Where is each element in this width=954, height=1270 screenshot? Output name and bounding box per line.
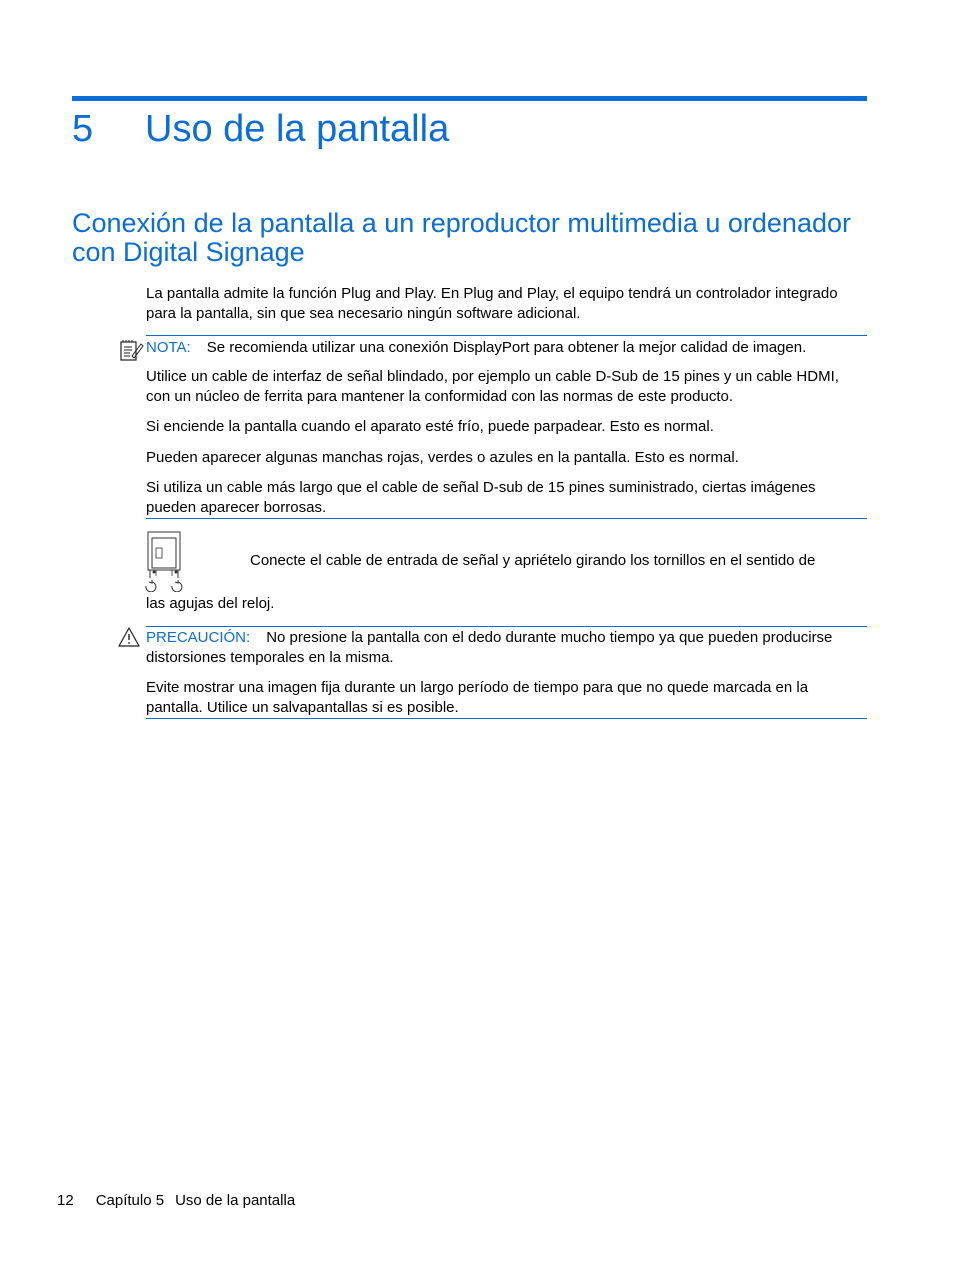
caution-text: No presione la pantalla con el dedo durante mucho tiempo ya que pueden producirse distorsiones temporales en la misma. <box>146 629 833 666</box>
caution-top-rule <box>146 626 867 627</box>
note-line <box>146 338 864 358</box>
page-footer <box>57 1191 295 1211</box>
note-text: Se recomienda utilizar una conexión DisplayPort para obtener la mejor calidad de imagen. <box>206 339 807 356</box>
note-bottom-rule <box>146 518 867 519</box>
footer-chapter-title: Uso de la pantalla <box>175 1192 296 1209</box>
page-number: 12 <box>57 1192 74 1209</box>
caution-label: PRECAUCIÓN: <box>146 629 251 646</box>
chapter-number: 5 <box>72 108 94 150</box>
intro-paragraph: La pantalla admite la función Plug and Play. En Plug and Play, el equipo tendrá un controlador integrado para la pantalla, sin que sea necesario ningún software adicional. <box>146 285 838 322</box>
caution-line <box>146 628 864 667</box>
note-paragraph-2: Si enciende la pantalla cuando el aparato esté frío, puede parpadear. Esto es normal. <box>146 418 714 435</box>
warning-triangle-icon <box>118 627 140 647</box>
connector-text-line1: Conecte el cable de entrada de señal y apriételo girando los tornillos en el sentido de <box>250 552 816 569</box>
vga-connector-icon <box>142 530 188 592</box>
caution-bottom-rule <box>146 718 867 719</box>
connector-text-line2: las agujas del reloj. <box>146 595 275 612</box>
note-top-rule <box>146 335 867 336</box>
chapter-title: Uso de la pantalla <box>145 108 450 150</box>
footer-chapter-label: Capítulo 5 <box>95 1192 165 1209</box>
chapter-rule <box>72 96 867 101</box>
note-paragraph-4: Si utiliza un cable más largo que el cable de señal D-sub de 15 pines suministrado, ciertas imágenes pueden aparecer borrosas. <box>146 479 816 516</box>
note-icon <box>118 338 144 362</box>
note-paragraph-1: Utilice un cable de interfaz de señal blindado, por ejemplo un cable D-Sub de 15 pines y un cable HDMI, con un núcleo de ferrita para mantener la conformidad con las normas de este producto. <box>146 368 839 405</box>
note-paragraph-3: Pueden aparecer algunas manchas rojas, verdes o azules en la pantalla. Esto es normal. <box>146 449 739 466</box>
section-title: Conexión de la pantalla a un reproductor multimedia u ordenador con Digital Signage <box>72 208 851 267</box>
caution-paragraph: Evite mostrar una imagen fija durante un largo período de tiempo para que no quede marcada en la pantalla. Utilice un salvapantallas si es posible. <box>146 679 809 716</box>
note-label: NOTA: <box>146 339 191 356</box>
